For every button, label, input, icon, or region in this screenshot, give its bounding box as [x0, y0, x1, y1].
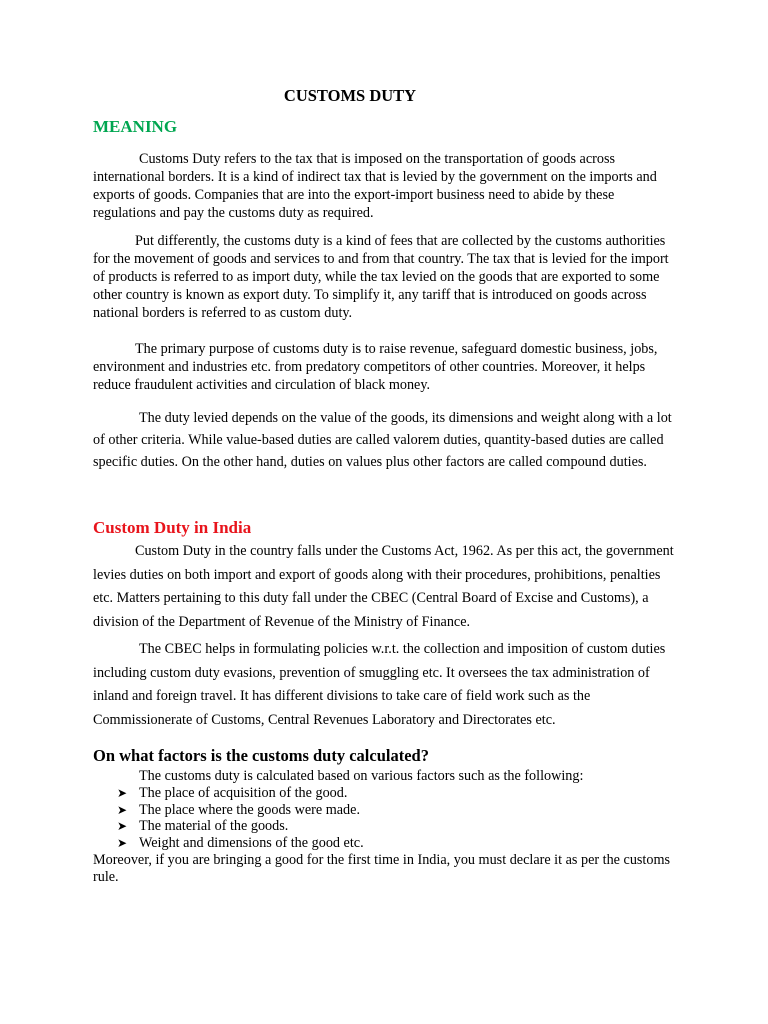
india-paragraph-1: Custom Duty in the country falls under the Customs Act, 1962. As per this act, the government levies duties on both import and export of goods along with their procedures, prohibitions, penalties etc. Matters pertaining to this duty fall under the CBEC (Central Board of Excise and Customs), a division of the Department of Revenue of the Ministry of Finance.	[93, 543, 674, 630]
arrowhead-bullet-icon: ➤	[117, 786, 128, 800]
arrowhead-bullet-icon: ➤	[117, 819, 128, 833]
factors-intro: The customs duty is calculated based on various factors such as the following:	[139, 768, 584, 784]
section-heading-meaning: MEANING	[93, 117, 178, 136]
factors-closing: Moreover, if you are bringing a good for the first time in India, you must declare it as per the customs rule.	[93, 852, 671, 885]
arrowhead-bullet-icon: ➤	[117, 802, 128, 817]
list-item: ➤ The place where the goods were made.	[117, 801, 360, 818]
list-item: ➤ The material of the goods.	[117, 818, 289, 834]
list-item: ➤ Weight and dimensions of the good etc.	[117, 834, 364, 851]
india-paragraph-2: The CBEC helps in formulating policies w.r.t. the collection and imposition of custom duties including custom duty evasions, prevention of smuggling etc. It oversees the tax administration of inland and foreign travel. It has different divisions to take care of field work such as the Commissionerate of Customs, Central Revenues Laboratory and Directorates etc.	[93, 641, 666, 728]
section-heading-india: Custom Duty in India	[93, 518, 252, 537]
meaning-paragraph-2: Put differently, the customs duty is a kind of fees that are collected by the customs authorities for the movement of goods and services to and from that country. The tax that is levied for the import of products is referred to as import duty, while the tax levied on the goods that are exported to some other country is known as export duty. To simplify it, any tariff that is introduced on goods across national borders is referred to as custom duty.	[93, 233, 669, 321]
meaning-paragraph-1: Customs Duty refers to the tax that is imposed on the transportation of goods across international borders. It is a kind of indirect tax that is levied by the government on the imports and exports of goods. Companies that are into the export-import business need to abide by these regulations and pay the customs duty as required.	[93, 151, 657, 221]
factors-list	[93, 785, 678, 851]
meaning-paragraph-4: The duty levied depends on the value of the goods, its dimensions and weight along with a lot of other criteria. While value-based duties are called valorem duties, quantity-based duties are called specific duties. On the other hand, duties on values plus other factors are called compound duties.	[93, 410, 672, 470]
section-heading-factors: On what factors is the customs duty calculated?	[93, 746, 429, 765]
arrowhead-bullet-icon: ➤	[117, 835, 128, 850]
meaning-paragraph-3: The primary purpose of customs duty is to raise revenue, safeguard domestic business, jobs, environment and industries etc. from predatory competitors of other countries. Moreover, it helps reduce fraudulent activities and circulation of black money.	[93, 341, 658, 393]
list-item: ➤ The place of acquisition of the good.	[117, 785, 348, 801]
page-title: CUSTOMS DUTY	[283, 86, 417, 105]
